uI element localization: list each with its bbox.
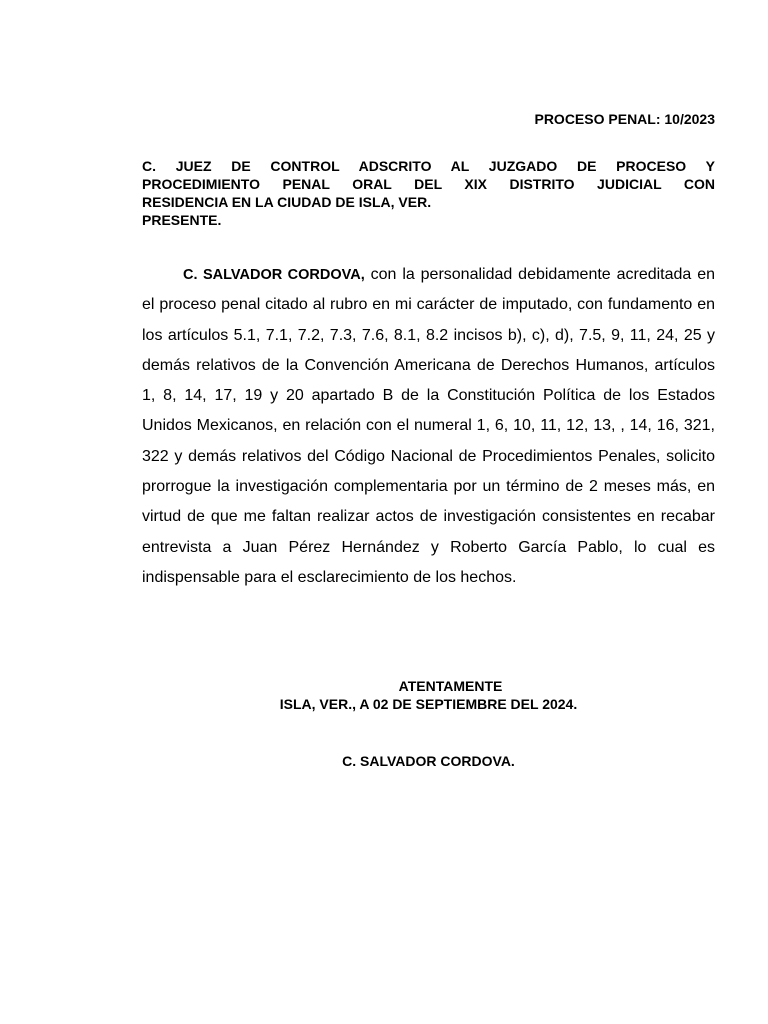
petition-paragraph: [142, 260, 715, 593]
closing-place-date: ISLA, VER., A 02 DE SEPTIEMBRE DEL 2024.: [279, 696, 578, 712]
addressee-presente: PRESENTE.: [142, 212, 222, 228]
signature-name: C. SALVADOR CORDOVA.: [342, 753, 515, 769]
petition-text: con la personalidad debidamente acreditada en el proceso penal citado al rubro en mi carácter de imputado, con fundamento en los artículos 5.1, 7.1, 7.2, 7.3, 7.6, 8.1, 8.2 incisos b), c), d), 7.5, 9, 11, 24, 25 y demás relativos de la Convención Americana de Derechos Humanos, artículos 1, 8, 14, 17, 19 y 20 apartado B de la Constitución Política de los Estados Unidos Mexicanos, en relación con el numeral 1, 6, 10, 11, 12, 13, , 14, 16, 321, 322 y demás relativos del Código Nacional de Procedimientos Penales, solicito prorrogue la investigación complementaria por un término de 2 meses más, en virtud de que me faltan realizar actos de investigación consistentes en recabar entrevista a Juan Pérez Hernández y Roberto García Pablo, lo cual es indispensable para el esclarecimiento de los hechos.: [142, 266, 715, 586]
addressee-line-3: RESIDENCIA EN LA CIUDAD DE ISLA, VER.: [142, 194, 432, 210]
closing-salutation: ATENTAMENTE: [398, 678, 503, 694]
petitioner-name: C. SALVADOR CORDOVA,: [183, 267, 365, 283]
addressee-line-1: C. JUEZ DE CONTROL ADSCRITO AL JUZGADO DE PROCESO Y: [142, 158, 715, 174]
addressee-line-2: PROCEDIMIENTO PENAL ORAL DEL XIX DISTRITO JUDICIAL CON: [142, 176, 715, 192]
addressee-block: [142, 157, 715, 229]
case-number: PROCESO PENAL: 10/2023: [534, 111, 715, 127]
